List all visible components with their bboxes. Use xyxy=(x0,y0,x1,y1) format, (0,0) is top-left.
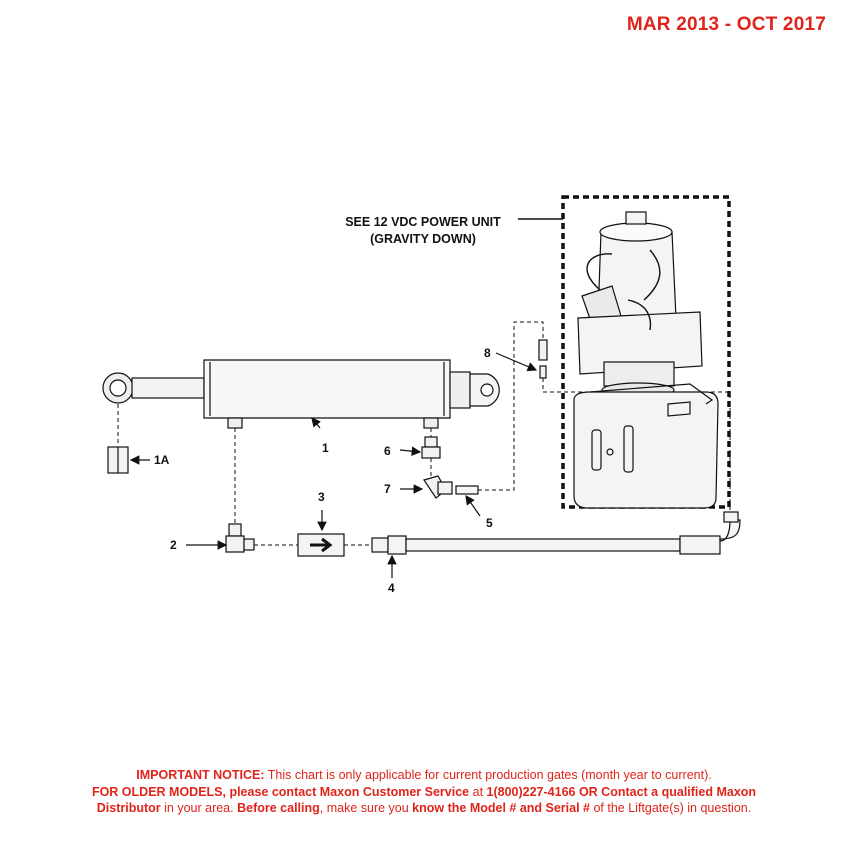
notice-text-3: in your area. xyxy=(160,801,238,815)
notice-distributor: Distributor xyxy=(96,801,161,815)
callout-6: 6 xyxy=(384,444,391,458)
callout-2: 2 xyxy=(170,538,177,552)
callout-7: 7 xyxy=(384,482,391,496)
notice-phone: 1(800)227-4166 OR Contact a qualified Maxon xyxy=(486,784,757,799)
hydraulic-cylinder xyxy=(103,360,499,428)
power-unit-label-line1: SEE 12 VDC POWER UNIT xyxy=(345,215,501,229)
date-range: MAR 2013 - OCT 2017 xyxy=(626,14,826,35)
notice-text-1: This chart is only applicable for current production gates (month year to current). xyxy=(264,768,712,782)
callout-5: 5 xyxy=(486,516,493,530)
elbow-union xyxy=(424,476,452,498)
power-unit-label xyxy=(318,214,528,248)
callout-3: 3 xyxy=(318,490,325,504)
callout-1: 1 xyxy=(322,441,329,455)
notice-before-calling: Before calling xyxy=(237,801,320,815)
notice-line-2 xyxy=(30,784,818,801)
notice-text-2: at xyxy=(469,784,487,799)
notice-heading: IMPORTANT NOTICE: xyxy=(136,768,265,782)
callout-1a: 1A xyxy=(154,453,170,467)
tube xyxy=(456,486,478,494)
flow-control-valve xyxy=(298,534,344,556)
breather-fitting xyxy=(539,340,547,378)
notice-text-5: of the Liftgate(s) in question. xyxy=(590,801,752,815)
notice-older-models: FOR OLDER MODELS, please contact Maxon Customer Service xyxy=(91,784,470,799)
notice-model-serial: know the Model # and Serial # xyxy=(412,801,590,815)
callout-8: 8 xyxy=(484,346,491,360)
important-notice xyxy=(30,767,818,817)
elbow-fitting xyxy=(226,524,254,552)
notice-text-4: , make sure you xyxy=(319,801,413,815)
hose-assembly xyxy=(372,512,740,554)
notice-line-3 xyxy=(30,800,818,817)
notice-line-1 xyxy=(30,767,818,784)
bushing xyxy=(108,447,128,473)
callout-4: 4 xyxy=(388,581,395,595)
adapter-fitting xyxy=(422,437,440,458)
power-unit-label-line2: (GRAVITY DOWN) xyxy=(370,232,476,246)
